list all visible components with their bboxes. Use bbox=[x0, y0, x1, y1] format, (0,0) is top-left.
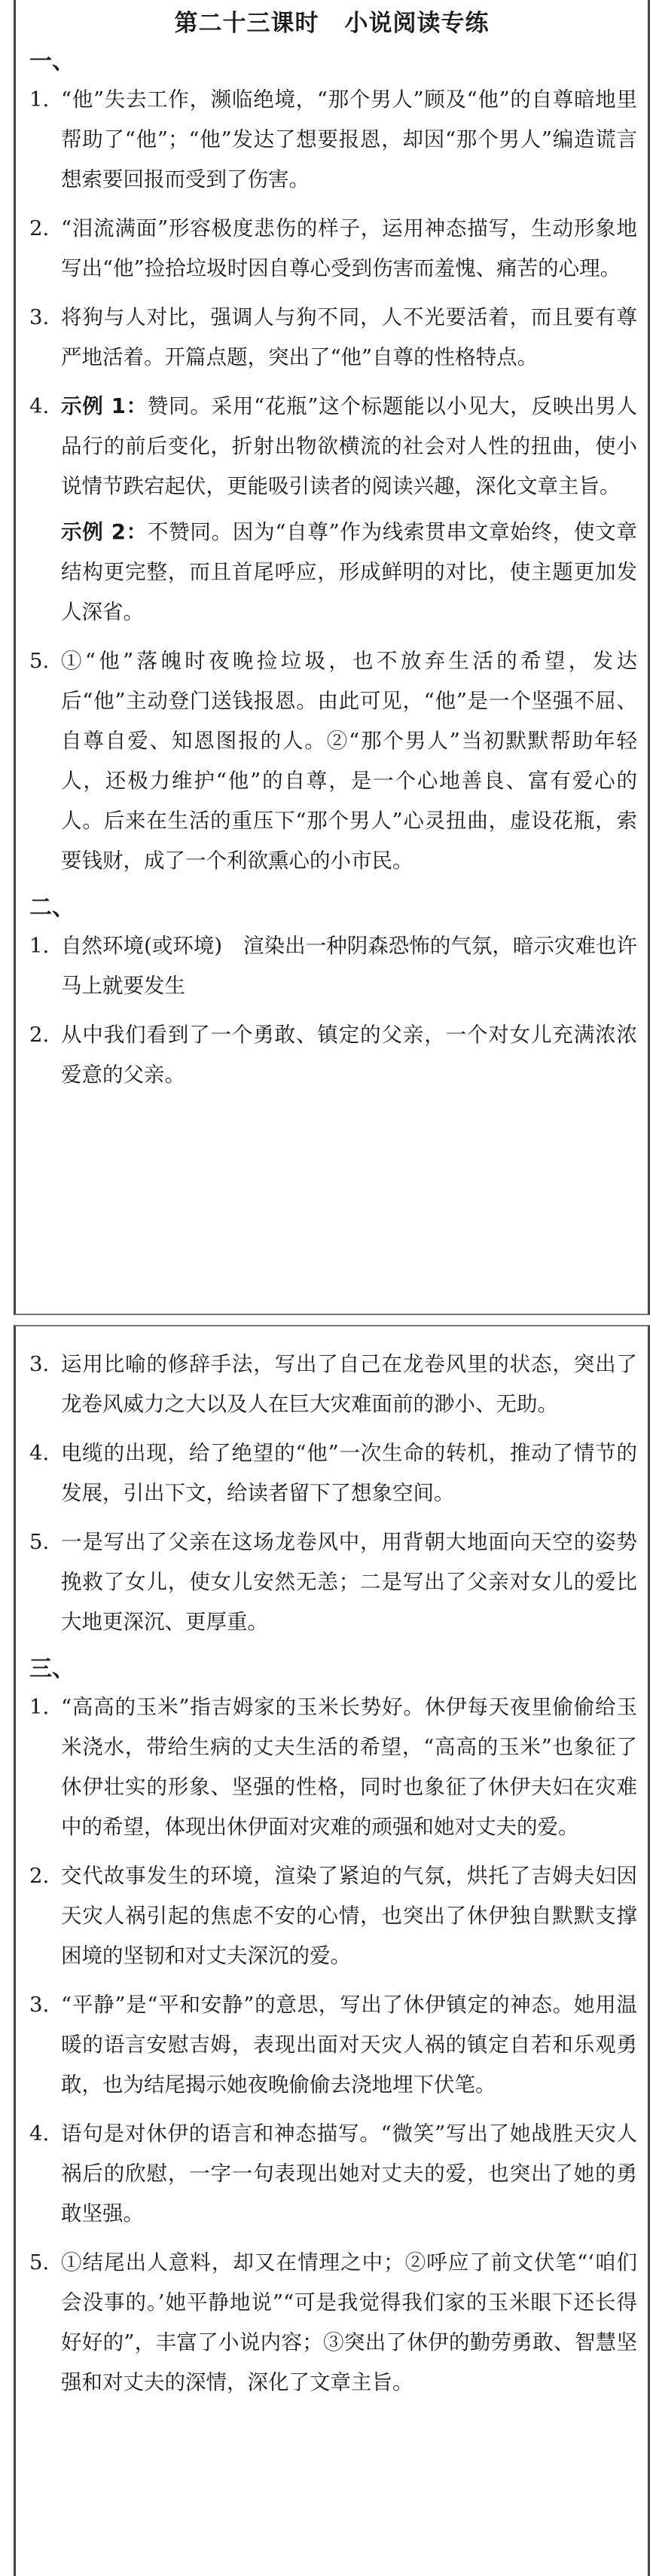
item-text: “他”失去工作，濒临绝境，“那个男人”顾及“他”的自尊暗地里帮助了“他”；“他”发达了想要报恩，却因“那个男人”编造谎言想索要回报而受到了伤害。 bbox=[61, 87, 637, 191]
page-title bbox=[16, 6, 648, 41]
content-top bbox=[16, 44, 648, 1104]
item-text: “平静”是“平和安静”的意思，写出了休伊镇定的神态。她用温暖的语言安慰吉姆，表现出面对天灾人祸的镇定自若和乐观勇敢，也为结尾揭示她夜晚偷偷去浇地埋下伏笔。 bbox=[61, 1993, 637, 2097]
lesson-topic: 小说阅读专练 bbox=[344, 10, 490, 37]
example-1-label: 示例 1： bbox=[61, 394, 148, 418]
item-number: 5. bbox=[29, 649, 50, 673]
answer-item bbox=[16, 209, 648, 289]
answer-item bbox=[16, 80, 648, 200]
answer-item bbox=[16, 1856, 648, 1976]
answer-item bbox=[16, 2243, 648, 2403]
answer-panel-top bbox=[14, 0, 650, 1315]
content-bottom bbox=[16, 1345, 648, 2412]
item-number: 5. bbox=[29, 1530, 50, 1554]
item-text: 从中我们看到了一个勇敢、镇定的父亲，一个对女儿充满浓浓爱意的父亲。 bbox=[61, 1023, 637, 1087]
answer-item bbox=[16, 1985, 648, 2105]
example-1 bbox=[61, 387, 637, 506]
answer-item bbox=[16, 926, 648, 1006]
item-number: 1. bbox=[29, 934, 50, 958]
answer-item bbox=[16, 1015, 648, 1095]
item-text: ①“他”落魄时夜晚捡垃圾，也不放弃生活的希望，发达后“他”主动登门送钱报恩。由此可见，“他”是一个坚强不屈、自尊自爱、知恩图报的人。②“那个男人”当初默默帮助年轻人，还极力维护“他”的自尊，是一个心地善良、富有爱心的人。后来在生活的重压下“那个男人”心灵扭曲，虚设花瓶，索要钱财，成了一个利欲熏心的小市民。 bbox=[61, 649, 637, 873]
item-text: 将狗与人对比，强调人与狗不同，人不光要活着，而且要有尊严地活着。开篇点题，突出了“他”自尊的性格特点。 bbox=[61, 305, 637, 369]
item-text-explanation: 渲染出一种阴森恐怖的气氛，暗示灾难也许马上就要发生 bbox=[61, 934, 637, 998]
item-number: 4. bbox=[29, 2122, 50, 2146]
item-number: 2. bbox=[29, 1864, 50, 1888]
item-text bbox=[61, 926, 637, 1006]
item-number: 2. bbox=[29, 216, 50, 240]
item-number: 3. bbox=[29, 1352, 50, 1376]
item-number: 2. bbox=[29, 1023, 50, 1047]
example-2-text: 不赞同。因为“自尊”作为线索贯串文章始终，使文章结构更完整，而且首尾呼应，形成鲜明的对比，使主题更加发人深省。 bbox=[61, 520, 637, 624]
item-text: 电缆的出现，给了绝望的“他”一次生命的转机，推动了情节的发展，引出下文，给读者留下了想象空间。 bbox=[61, 1441, 637, 1505]
answer-item bbox=[16, 298, 648, 378]
item-number: 3. bbox=[29, 1993, 50, 2017]
item-text-answer: 自然环境(或环境) bbox=[61, 934, 223, 958]
answer-item bbox=[16, 641, 648, 881]
item-number: 3. bbox=[29, 305, 50, 329]
answer-item bbox=[16, 2114, 648, 2234]
answer-panel-bottom bbox=[14, 1325, 650, 2576]
section-heading-3: 三、 bbox=[29, 1656, 75, 1682]
item-text: 运用比喻的修辞手法，写出了自己在龙卷风里的状态，突出了龙卷风威力之大以及人在巨大灾难面前的渺小、无助。 bbox=[61, 1352, 637, 1416]
lesson-number: 第二十三课时 bbox=[174, 10, 319, 37]
answer-item bbox=[16, 387, 648, 632]
example-1-text: 赞同。采用“花瓶”这个标题能以小见大，反映出男人品行的前后变化，折射出物欲横流的社会对人性的扭曲，使小说情节跌宕起伏，更能吸引读者的阅读兴趣，深化文章主旨。 bbox=[61, 394, 637, 498]
item-number: 4. bbox=[29, 394, 50, 418]
item-number: 1. bbox=[29, 87, 50, 112]
item-text: 交代故事发生的环境，渲染了紧迫的气氛，烘托了吉姆夫妇因天灾人祸引起的焦虑不安的心情，也突出了休伊独自默默支撑困境的坚韧和对丈夫深沉的爱。 bbox=[61, 1864, 637, 1968]
item-number: 5. bbox=[29, 2250, 50, 2275]
item-number: 4. bbox=[29, 1441, 50, 1465]
section-heading-1: 一、 bbox=[29, 48, 75, 75]
answer-item bbox=[16, 1345, 648, 1424]
item-text: “高高的玉米”指吉姆家的玉米长势好。休伊每天夜里偷偷给玉米浇水，带给生病的丈夫生活的希望，“高高的玉米”也象征了休伊壮实的形象、坚强的性格，同时也象征了休伊夫妇在灾难中的希望，体现出休伊面对灾难的顽强和她对丈夫的爱。 bbox=[61, 1695, 637, 1839]
item-text: “泪流满面”形容极度悲伤的样子，运用神态描写，生动形象地写出“他”捡拾垃圾时因自尊心受到伤害而羞愧、痛苦的心理。 bbox=[61, 216, 637, 280]
item-text: 一是写出了父亲在这场龙卷风中，用背朝大地面向天空的姿势挽救了女儿，使女儿安然无恙；二是写出了父亲对女儿的爱比大地更深沉、更厚重。 bbox=[61, 1530, 637, 1634]
answer-item bbox=[16, 1522, 648, 1642]
item-number: 1. bbox=[29, 1695, 50, 1719]
example-2-label: 示例 2： bbox=[61, 520, 148, 544]
answer-item bbox=[16, 1687, 648, 1847]
example-2 bbox=[61, 512, 637, 632]
answer-item bbox=[16, 1433, 648, 1513]
item-text: ①结尾出人意料，却又在情理之中；②呼应了前文伏笔“‘咱们会没事的。’她平静地说”“可是我觉得我们家的玉米眼下还长得好好的”，丰富了小说内容；③突出了休伊的勤劳勇敢、智慧坚强和对丈夫的深情，深化了文章主旨。 bbox=[61, 2250, 637, 2394]
item-text: 语句是对休伊的语言和神态描写。“微笑”写出了她战胜天灾人祸后的欣慰，一字一句表现出她对丈夫的爱，也突出了她的勇敢坚强。 bbox=[61, 2122, 637, 2226]
section-heading-2: 二、 bbox=[29, 895, 75, 921]
